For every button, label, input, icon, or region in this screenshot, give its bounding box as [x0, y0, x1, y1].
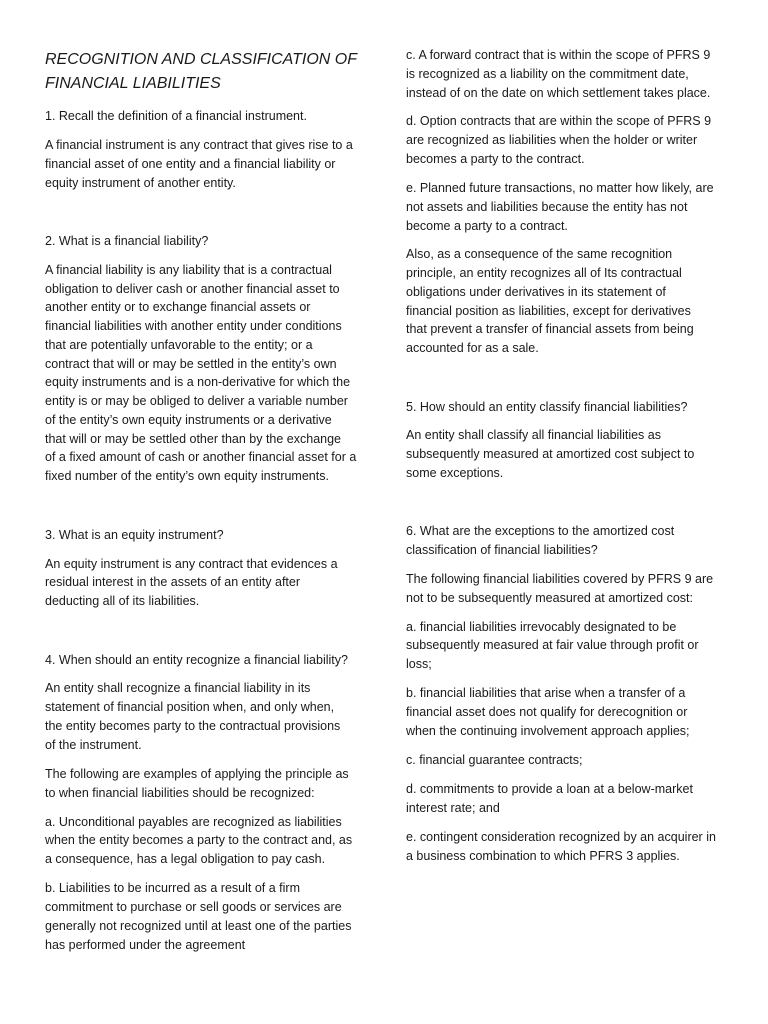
exception-d-line: interest rate; and: [406, 801, 500, 815]
answer-4-line: An entity shall recognize a financial liability in its: [45, 681, 311, 695]
answer-5-line: An entity shall classify all financial liabilities as: [406, 428, 661, 442]
example-a-line: a consequence, has a legal obligation to pay cash.: [45, 852, 326, 866]
answer-4-line: of the instrument.: [45, 738, 142, 752]
derivatives-note-line: that prevent a transfer of financial assets from being: [406, 322, 694, 336]
example-b-line: commitment to purchase or sell goods or services are: [45, 900, 342, 914]
answer-2-line: financial liabilities with another entity under conditions: [45, 319, 342, 333]
question-6-line: classification of financial liabilities?: [406, 543, 598, 557]
answer-2-line: obligation to deliver cash or another financial asset to: [45, 282, 340, 296]
exception-c: c. financial guarantee contracts;: [406, 753, 583, 767]
answer-6-intro-line: not to be subsequently measured at amortized cost:: [406, 591, 693, 605]
question-3: 3. What is an equity instrument?: [45, 528, 224, 542]
answer-3-line: residual interest in the assets of an entity after: [45, 575, 300, 589]
document-title-line-2: FINANCIAL LIABILITIES: [45, 75, 221, 92]
exception-a-line: subsequently measured at fair value through profit or: [406, 638, 699, 652]
example-a-line: a. Unconditional payables are recognized as liabilities: [45, 815, 342, 829]
example-d-line: becomes a party to the contract.: [406, 152, 585, 166]
answer-2-line: contract that will or may be settled in the entity’s own: [45, 357, 337, 371]
exception-b-line: when the continuing involvement approach applies;: [406, 724, 690, 738]
exception-b-line: financial asset does not qualify for derecognition or: [406, 705, 688, 719]
question-2: 2. What is a financial liability?: [45, 234, 209, 248]
derivatives-note-line: principle, an entity recognizes all of Its contractual: [406, 266, 682, 280]
answer-2-line: of the entity’s own equity instruments or a derivative: [45, 413, 332, 427]
answer-3-line: deducting all of its liabilities.: [45, 594, 200, 608]
answer-2-line: equity instruments and is a non-derivative for which the: [45, 375, 351, 389]
answer-2-line: entity is or may be obliged to deliver a variable number: [45, 394, 348, 408]
example-a-line: when the entity becomes a party to the contract and, as: [45, 833, 353, 847]
question-6-line: 6. What are the exceptions to the amortized cost: [406, 524, 675, 538]
answer-4-intro-line: The following are examples of applying the principle as: [45, 767, 349, 781]
example-d-line: are recognized as liabilities when the holder or writer: [406, 133, 698, 147]
example-b-line: has performed under the agreement: [45, 938, 246, 952]
question-4: 4. When should an entity recognize a financial liability?: [45, 653, 348, 667]
document-title-line-1: RECOGNITION AND CLASSIFICATION OF: [45, 51, 358, 68]
exception-e-line: a business combination to which PFRS 3 applies.: [406, 849, 680, 863]
answer-2-line: that will or may be settled other than by the exchange: [45, 432, 342, 446]
answer-4-line: the entity becomes party to the contractual provisions: [45, 719, 341, 733]
answer-3-line: An equity instrument is any contract that evidences a: [45, 557, 338, 571]
answer-1-line: A financial instrument is any contract that gives rise to a: [45, 138, 353, 152]
exception-b-line: b. financial liabilities that arise when a transfer of a: [406, 686, 686, 700]
answer-5-line: some exceptions.: [406, 466, 504, 480]
derivatives-note-line: financial position as liabilities, except for derivatives: [406, 304, 691, 318]
answer-1-line: financial asset of one entity and a financial liability or: [45, 157, 336, 171]
derivatives-note-line: accounted for as a sale.: [406, 341, 539, 355]
answer-2-line: of a fixed amount of cash or another financial asset for a: [45, 450, 357, 464]
example-c-line: c. A forward contract that is within the scope of PFRS 9: [406, 48, 711, 62]
example-d-line: d. Option contracts that are within the scope of PFRS 9: [406, 114, 712, 128]
answer-5-line: subsequently measured at amortized cost subject to: [406, 447, 695, 461]
answer-4-intro-line: to when financial liabilities should be recognized:: [45, 786, 315, 800]
derivatives-note-line: obligations under derivatives in its statement of: [406, 285, 666, 299]
question-5: 5. How should an entity classify financial liabilities?: [406, 400, 688, 414]
example-e-line: e. Planned future transactions, no matter how likely, are: [406, 181, 714, 195]
answer-1-line: equity instrument of another entity.: [45, 176, 236, 190]
example-e-line: become a party to a contract.: [406, 219, 568, 233]
answer-2-line: that are potentially unfavorable to the entity; or a: [45, 338, 313, 352]
answer-2-line: another entity or to exchange financial assets or: [45, 300, 311, 314]
answer-2-line: A financial liability is any liability that is a contractual: [45, 263, 332, 277]
derivatives-note-line: Also, as a consequence of the same recognition: [406, 247, 673, 261]
exception-a-line: a. financial liabilities irrevocably designated to be: [406, 620, 677, 634]
example-c-line: is recognized as a liability on the commitment date,: [406, 67, 689, 81]
question-1: 1. Recall the definition of a financial instrument.: [45, 109, 307, 123]
example-c-line: instead of on the date on which settlement takes place.: [406, 86, 711, 100]
example-e-line: not assets and liabilities because the entity has not: [406, 200, 688, 214]
answer-4-line: statement of financial position when, and only when,: [45, 700, 335, 714]
answer-6-intro-line: The following financial liabilities covered by PFRS 9 are: [406, 572, 714, 586]
exception-a-line: loss;: [406, 657, 432, 671]
example-b-line: generally not recognized until at least one of the parties: [45, 919, 352, 933]
example-b-line: b. Liabilities to be incurred as a result of a firm: [45, 881, 300, 895]
exception-e-line: e. contingent consideration recognized by an acquirer in: [406, 830, 716, 844]
answer-2-line: fixed number of the entity’s own equity instruments.: [45, 469, 329, 483]
exception-d-line: d. commitments to provide a loan at a below-market: [406, 782, 693, 796]
